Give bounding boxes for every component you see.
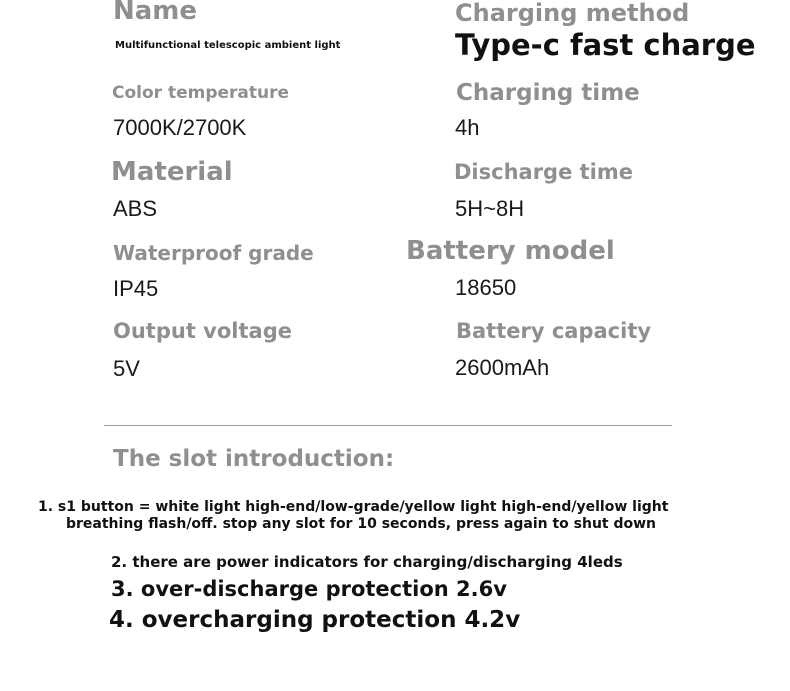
charging-method-value: Type-c fast charge — [455, 28, 756, 62]
material-label: Material — [111, 157, 233, 187]
discharge-time-value: 5H~8H — [455, 196, 525, 221]
slot-item-4: 4. overcharging protection 4.2v — [109, 607, 521, 633]
material-value: ABS — [113, 196, 158, 221]
color-temperature-label: Color temperature — [112, 83, 290, 103]
battery-capacity-value: 2600mAh — [455, 355, 550, 380]
battery-model-label: Battery model — [406, 236, 615, 266]
output-voltage-value: 5V — [113, 356, 140, 381]
slot-item-1-line-1: 1. s1 button = white light high-end/low-grade/yellow light high-end/yellow light — [38, 499, 669, 515]
discharge-time-label: Discharge time — [454, 160, 634, 184]
name-label: Name — [113, 0, 198, 26]
output-voltage-label: Output voltage — [113, 319, 292, 343]
waterproof-grade-label: Waterproof grade — [113, 241, 314, 265]
waterproof-grade-value: IP45 — [113, 276, 159, 301]
section-divider — [104, 425, 672, 426]
slot-item-3: 3. over-discharge protection 2.6v — [111, 577, 507, 601]
charging-method-label: Charging method — [455, 0, 690, 27]
color-temperature-value: 7000K/2700K — [113, 115, 247, 140]
name-value: Multifunctional telescopic ambient light — [115, 40, 341, 51]
slot-item-1-line-2: breathing flash/off. stop any slot for 10 seconds, press again to shut down — [66, 516, 657, 532]
slot-introduction-heading: The slot introduction: — [113, 446, 395, 472]
slot-item-2: 2. there are power indicators for charging/discharging 4leds — [111, 553, 623, 571]
charging-time-value: 4h — [455, 115, 480, 140]
battery-model-value: 18650 — [455, 275, 517, 300]
charging-time-label: Charging time — [456, 80, 640, 106]
battery-capacity-label: Battery capacity — [456, 319, 652, 343]
